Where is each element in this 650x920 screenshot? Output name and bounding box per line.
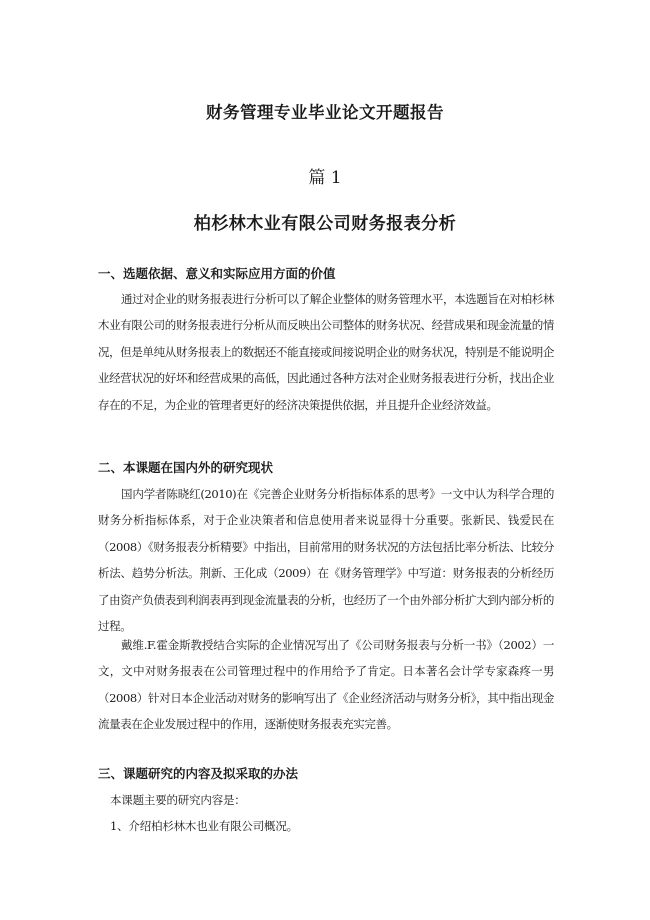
section-2-paragraph-1: 国内学者陈晓红(2010)在《完善企业财务分析指标体系的思考》一文中认为科学合理的财务分析指标体系，对于企业决策者和信息使用者来说显得十分重要。张新民、钱爱民在（2008）《财务报表分析精要》中指出，目前常用的财务状况的方法包括比率分析法、比较分析法、趋势分析法。荆新、王化成（2009）在《财务管理学》中写道：财务报表的分析经历了由资产负债表到利润表再到现金流量表的分析，也经历了一个由外部分析扩大到内部分析的过程。 bbox=[98, 487, 554, 634]
section-2-heading: 二、本课题在国内外的研究现状 bbox=[98, 460, 274, 475]
section-3-heading: 三、课题研究的内容及拟采取的办法 bbox=[98, 766, 299, 781]
section-2-paragraph-2: 戴维.F.霍金斯教授结合实际的企业情况写出了《公司财务报表与分析一书》（2002）一文，文中对财务报表在公司管理过程中的作用给予了肯定。日本著名会计学专家森疼一男（2008）针对日本企业活动对财务的影响写出了《企业经济活动与财务分析》，其中指出现金流量表在企业发展过程中的作用，逐渐使财务报表充实完善。 bbox=[98, 638, 554, 732]
section-1-paragraph-1: 通过对企业的财务报表进行分析可以了解企业整体的财务管理水平，本选题旨在对柏杉林木业有限公司的财务报表进行分析从而反映出公司整体的财务状况、经营成果和现金流量的情况，但是单纯从财务报表上的数据还不能直接或间接说明企业的财务状况，特别是不能说明企业经营状况的好坏和经营成果的高低，因此通过各种方法对企业财务报表进行分析，找出企业存在的不足，为企业的管理者更好的经济决策提供依据，并且提升企业经济效益。 bbox=[98, 292, 554, 412]
section-3-line-2: 1、介绍柏杉林木也业有限公司概况。 bbox=[110, 819, 298, 833]
document-subtitle: 柏杉林木业有限公司财务报表分析 bbox=[193, 214, 457, 234]
section-3-line-1: 本课题主要的研究内容是： bbox=[110, 793, 246, 807]
part-label: 篇 1 bbox=[308, 168, 342, 188]
section-1-heading: 一、选题依据、意义和实际应用方面的价值 bbox=[98, 266, 336, 281]
document-title: 财务管理专业毕业论文开题报告 bbox=[206, 103, 444, 122]
